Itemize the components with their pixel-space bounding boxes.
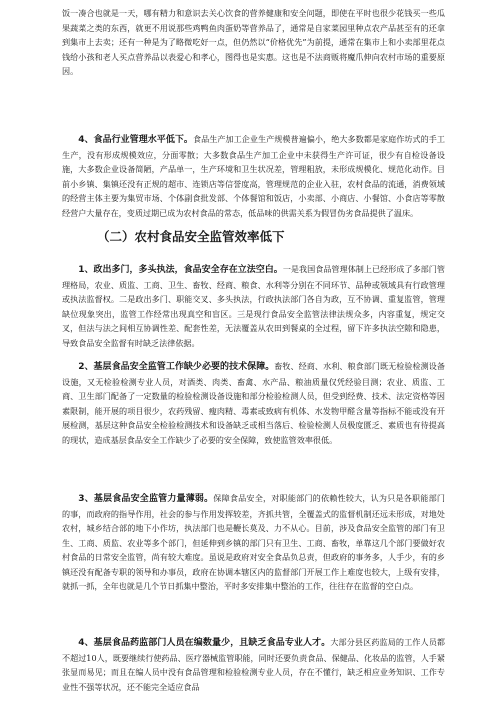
paragraph-management-level xyxy=(62,132,445,220)
paragraph-body: 食品生产加工企业生产规模普遍偏小，绝大多数都是家庭作坊式的手工生产，没有形成规模效应，分面零散；大多数食品生产加工企业中未获得生产许可证，很少有自检设备设施，大多数企业设备简陋，产品单一，生产环境和卫生状况差，管理粗放，未形成规模化、规范化动作。目前小乡镇、集镇还没有正规的超市、连锁店等信誉度高，管理规范的企业入驻，农村食品的流通，消费领域的经营主体主要为集贸市场、个体副食批发部、个体餐馆和饭店，小卖部、小商店、小餐馆、小食店等零散经营户大量存在，变质过期已成为农村食品的常态，低品味的供需关系为假冒伪劣食品提供了温床。 xyxy=(62,134,445,218)
paragraph-heading: 4、食品行业管理水平低下。 xyxy=(78,135,193,145)
paragraph-technical-support xyxy=(62,359,445,447)
paragraph-body: 畜牧、经商、水利、粮食部门既无检验检测设备设施，又无检验检测专业人员，对酒类、肉类、畜禽、水产品、粮油质量仅凭经验目测；农业、质监、工商、卫生部门配备了一定数量的检验检测设备设施和部分检验检测人员，但受到经费、技术、法定资格等因素限制，能开展的项目很少，农药残留、瘦肉精、毒素或致病有机体、水发物甲醛含量等指标不能或没有开展检测，基层这种食品安全检验检测技术和设备缺乏或相当落后、检验检测人员极度匮乏、素质也有待提高的现状，造成基层食品安全工作缺少了必要的安全保障，致使监管效率很低。 xyxy=(62,361,445,445)
paragraph-body: 大部分县区药监局的工作人员都不超过10人，既要继续行使药品、医疗器械监管职能，同时还要负责食品、保健品、化妆品的监管，人手紧张显而易见；而且在编人员中没有食品管理和检验检测专业人员，存在不懂行，缺乏相应业务知识、工作专业性不强等状况，还不能完全适应食品 xyxy=(62,637,445,692)
paragraph-heading: 4、基层食品药监部门人员在编数量少，且缺乏食品专业人才。 xyxy=(78,638,331,648)
paragraph-heading: 3、基层食品安全监管力量薄弱。 xyxy=(78,494,214,504)
section-title: （二）农村食品安全监管效率低下 xyxy=(97,229,285,244)
paragraph-intro xyxy=(62,6,445,79)
paragraph-weak-supervision xyxy=(62,491,445,594)
paragraph-multi-department xyxy=(62,262,445,350)
paragraph-body: 保障食品安全，对职能部门的依赖性较大，认为只是各职能部门的事，而政府的指导作用，社会的参与作用发挥较差，齐抓共管，全覆盖式的监督机制还远未形成，对地处农村，城乡结合部的地下小作坊，执法部门也是鞭长莫及、力不从心。目前，涉及食品安全监管的部门有卫生、工商、质监、农业等多个部门，但延伸到乡镇的部门只有卫生、工商、畜牧，单靠这几个部门要做好农村食品的日常安全监管，尚有较大难度。虽说是政府对安全食品负总责，但政府的事务多，人手少，有的乡镇还没有配备专职的领导和办事员，政府在协调本辖区内的监督部门开展工作上难度也较大，上级有安排，就抓一抓，全年也就是几个节日抓集中整治，平时多安排集中整治的工作，往往存在监督的空白点。 xyxy=(62,493,445,591)
paragraph-intro-text: 饭一凑合也就是一天，哪有精力和意识去关心饮食的营养健康和安全问题，即使在平时也很少花钱买一些瓜果蔬菜之类的东西，就更不用说那些鸡鸭鱼肉蛋奶等营养品了，通常是自家菜园里种点农产品甚至有的还拿到集市上去卖；还有一种是为了略微吃好一点，但仍然以“价格优先”为前提，通常在集市上和小卖部里花点钱给小孩和老人买点营养品以表爱心和孝心，图得也是实惠。这也是不法商贩将魔爪伸向农村市场的重要原因。 xyxy=(62,8,445,76)
paragraph-heading: 1、政出多门，多头执法，食品安全存在立法空白。 xyxy=(78,265,283,275)
paragraph-staffing xyxy=(62,635,445,694)
paragraph-body: 一是我国食品管理体制上已经形成了多部门管理格局，农业、质监、工商、卫生、畜牧、经商、粮食、水利等分别在不同环节、品种或领域具有行政管理或执法监督权。二是政出多门、职能交叉、多头执法，行政执法部门各自为政，互不协调、重复监管，管理缺位现象突出，监管工作经常出现真空和盲区。三是现行食品安全监管法律法规众多，内容重复，规定交叉，但法与法之间相互协调性差、配套性差，无法覆盖从农田到餐桌的全过程，留下许多执法空隙和隐患，导致食品安全监督有时缺乏法律依据。 xyxy=(62,264,445,348)
paragraph-heading: 2、基层食品安全监管工作缺少必要的技术保障。 xyxy=(78,362,275,372)
